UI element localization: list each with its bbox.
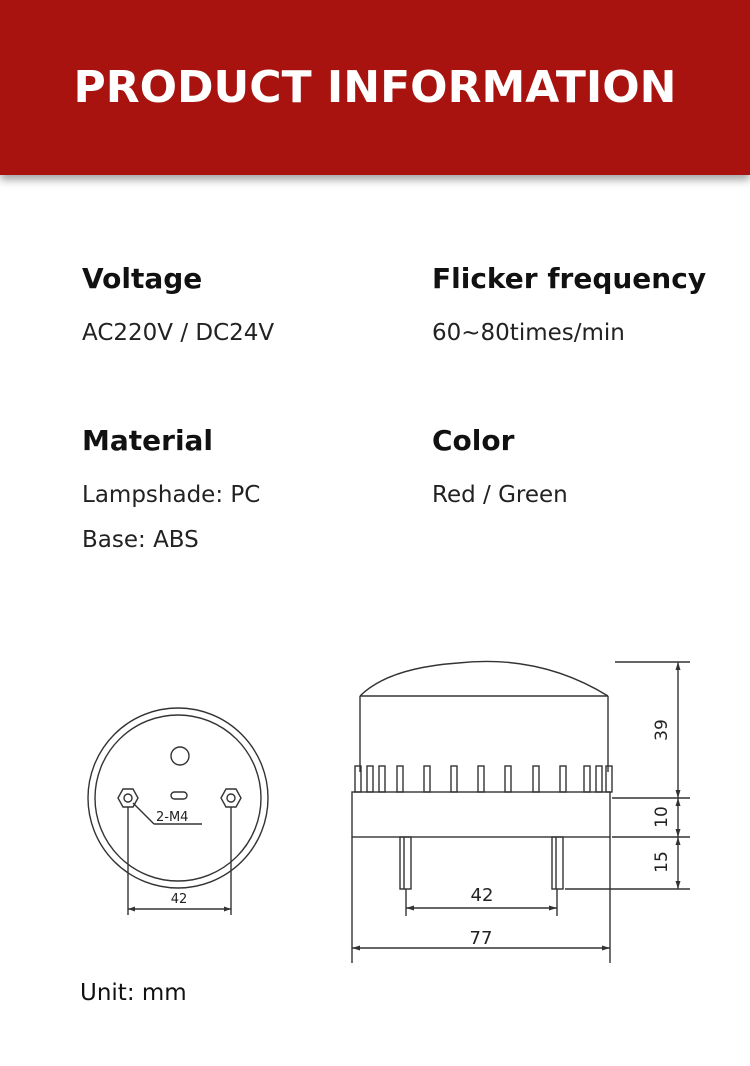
dim-pin-height: 15 [652, 851, 672, 873]
header-banner [0, 0, 750, 175]
dim-overall-width: 77 [469, 928, 493, 949]
material-base: Base: ABS [82, 527, 199, 553]
top-hole-label: 2-M4 [156, 810, 189, 825]
voltage-value: AC220V / DC24V [82, 320, 275, 346]
dim-pin-spacing: 42 [470, 885, 494, 906]
material-lampshade: Lampshade: PC [82, 482, 261, 508]
top-spacing-label: 42 [170, 892, 188, 907]
top-view-drawing [80, 695, 290, 925]
color-value: Red / Green [432, 482, 568, 508]
dim-base-height: 10 [652, 806, 672, 828]
dim-dome-height: 39 [652, 719, 672, 741]
page-title: PRODUCT INFORMATION [73, 62, 677, 113]
flicker-value: 60~80times/min [432, 320, 625, 346]
flicker-spec [432, 262, 707, 346]
voltage-spec [82, 262, 275, 346]
material-spec [82, 424, 261, 553]
flicker-label: Flicker frequency [432, 262, 707, 295]
material-label: Material [82, 424, 214, 457]
unit-note: Unit: mm [80, 980, 187, 1006]
side-view-drawing [340, 650, 700, 970]
voltage-label: Voltage [82, 262, 203, 295]
color-spec [432, 424, 568, 508]
color-label: Color [432, 424, 515, 457]
